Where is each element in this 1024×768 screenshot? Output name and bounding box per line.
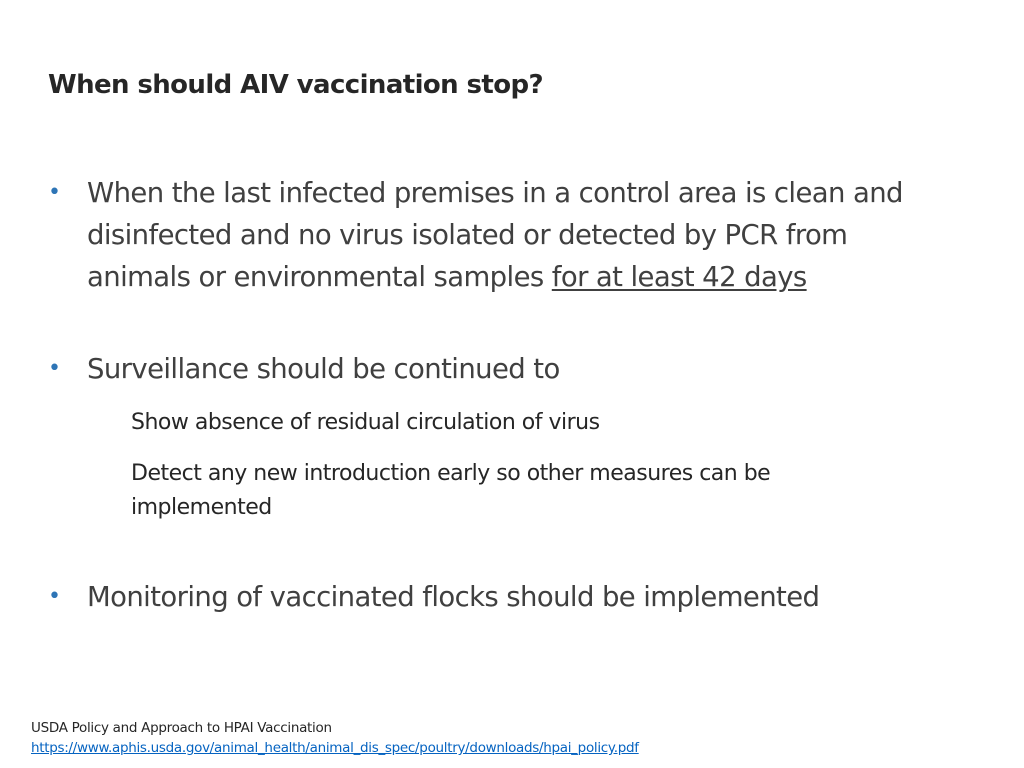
footer (31, 718, 639, 758)
bullet-text: Monitoring of vaccinated flocks should be implemented (87, 581, 820, 613)
bullet-marker: • (48, 180, 61, 205)
slide-title: When should AIV vaccination stop? (48, 70, 543, 100)
source-link[interactable]: https://www.aphis.usda.gov/animal_health/animal_dis_spec/poultry/downloads/hpai_policy.pdf (31, 740, 639, 756)
bullet-2 (48, 348, 948, 390)
bullet-1 (48, 172, 948, 298)
underlined-emphasis: for at least 42 days (551, 261, 807, 293)
sub-item-2: Detect any new introduction early so other measures can be implemented (131, 461, 771, 520)
bullet-text-main: When the last infected premises in a control area is clean and disinfected and no virus isolated or detected by PCR from animals or environmental samples (87, 177, 903, 293)
bullet-text: Surveillance should be continued to (87, 353, 560, 385)
sub-item-1: Show absence of residual circulation of virus (131, 410, 600, 435)
bullet-3 (48, 576, 948, 618)
source-citation: USDA Policy and Approach to HPAI Vaccination (31, 720, 332, 736)
bullet-text (87, 172, 948, 298)
bullet-marker: • (48, 356, 61, 381)
bullet-marker: • (48, 584, 61, 609)
